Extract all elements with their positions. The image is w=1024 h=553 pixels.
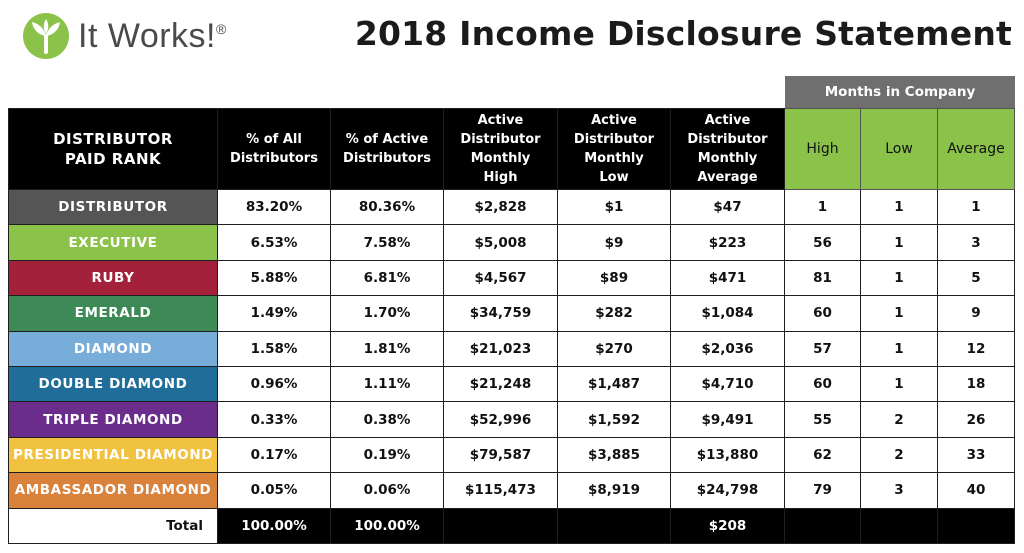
- months-low-cell: 2: [861, 437, 938, 472]
- months-low-cell: 1: [861, 331, 938, 366]
- total-empty: [558, 508, 671, 543]
- monthly-average-cell: $2,036: [671, 331, 785, 366]
- total-empty: [861, 508, 938, 543]
- months-high-cell: 55: [785, 402, 861, 437]
- pct-all-cell: 0.17%: [218, 437, 331, 472]
- monthly-high-cell: $79,587: [444, 437, 558, 472]
- monthly-low-cell: $1,592: [558, 402, 671, 437]
- months-low-cell: 1: [861, 296, 938, 331]
- table-row: [9, 331, 1015, 366]
- months-high-cell: 62: [785, 437, 861, 472]
- col-header-monthly-low: Active Distributor Monthly Low: [558, 109, 671, 190]
- monthly-average-cell: $223: [671, 225, 785, 260]
- table-row: [9, 437, 1015, 472]
- rank-cell: DISTRIBUTOR: [9, 190, 218, 225]
- col-header-monthly-high: Active Distributor Monthly High: [444, 109, 558, 190]
- total-pct-active: 100.00%: [331, 508, 444, 543]
- monthly-average-cell: $13,880: [671, 437, 785, 472]
- monthly-average-cell: $471: [671, 260, 785, 295]
- total-empty: [938, 508, 1015, 543]
- total-monthly-average: $208: [671, 508, 785, 543]
- col-header-months-high: High: [785, 109, 861, 190]
- pct-active-cell: 0.19%: [331, 437, 444, 472]
- rank-cell: EXECUTIVE: [9, 225, 218, 260]
- col-header-months-low: Low: [861, 109, 938, 190]
- monthly-high-cell: $2,828: [444, 190, 558, 225]
- months-low-cell: 1: [861, 366, 938, 401]
- pct-all-cell: 1.49%: [218, 296, 331, 331]
- monthly-average-cell: $4,710: [671, 366, 785, 401]
- monthly-high-cell: $21,023: [444, 331, 558, 366]
- rank-cell: PRESIDENTIAL DIAMOND: [9, 437, 218, 472]
- total-empty: [444, 508, 558, 543]
- monthly-low-cell: $89: [558, 260, 671, 295]
- header-row: [9, 109, 1015, 190]
- total-label: Total: [9, 508, 218, 543]
- total-row: [9, 508, 1015, 543]
- pct-active-cell: 0.06%: [331, 473, 444, 508]
- months-average-cell: 3: [938, 225, 1015, 260]
- monthly-average-cell: $9,491: [671, 402, 785, 437]
- monthly-low-cell: $270: [558, 331, 671, 366]
- rank-cell: AMBASSADOR DIAMOND: [9, 473, 218, 508]
- months-average-cell: 9: [938, 296, 1015, 331]
- monthly-high-cell: $21,248: [444, 366, 558, 401]
- brand-logo: [22, 12, 227, 60]
- monthly-low-cell: $282: [558, 296, 671, 331]
- brand-name: It Works!®: [78, 16, 227, 55]
- table-row: [9, 190, 1015, 225]
- page-title: 2018 Income Disclosure Statement: [354, 14, 1012, 53]
- months-high-cell: 57: [785, 331, 861, 366]
- col-header-rank: DISTRIBUTOR PAID RANK: [9, 109, 218, 190]
- monthly-average-cell: $47: [671, 190, 785, 225]
- monthly-high-cell: $5,008: [444, 225, 558, 260]
- months-average-cell: 12: [938, 331, 1015, 366]
- rank-cell: RUBY: [9, 260, 218, 295]
- months-high-cell: 60: [785, 296, 861, 331]
- pct-active-cell: 80.36%: [331, 190, 444, 225]
- income-table: [8, 108, 1015, 544]
- pct-all-cell: 0.33%: [218, 402, 331, 437]
- pct-active-cell: 1.11%: [331, 366, 444, 401]
- pct-active-cell: 1.81%: [331, 331, 444, 366]
- months-low-cell: 2: [861, 402, 938, 437]
- months-average-cell: 26: [938, 402, 1015, 437]
- pct-active-cell: 7.58%: [331, 225, 444, 260]
- table-row: [9, 473, 1015, 508]
- monthly-low-cell: $1,487: [558, 366, 671, 401]
- col-header-pct-active: % of Active Distributors: [331, 109, 444, 190]
- pct-all-cell: 0.96%: [218, 366, 331, 401]
- months-high-cell: 79: [785, 473, 861, 508]
- pct-active-cell: 0.38%: [331, 402, 444, 437]
- rank-cell: EMERALD: [9, 296, 218, 331]
- months-average-cell: 33: [938, 437, 1015, 472]
- table-row: [9, 260, 1015, 295]
- monthly-average-cell: $24,798: [671, 473, 785, 508]
- pct-active-cell: 6.81%: [331, 260, 444, 295]
- monthly-average-cell: $1,084: [671, 296, 785, 331]
- col-header-pct-all: % of All Distributors: [218, 109, 331, 190]
- months-average-cell: 1: [938, 190, 1015, 225]
- rank-cell: DOUBLE DIAMOND: [9, 366, 218, 401]
- monthly-high-cell: $52,996: [444, 402, 558, 437]
- months-average-cell: 5: [938, 260, 1015, 295]
- months-average-cell: 40: [938, 473, 1015, 508]
- pct-all-cell: 1.58%: [218, 331, 331, 366]
- monthly-high-cell: $34,759: [444, 296, 558, 331]
- monthly-low-cell: $3,885: [558, 437, 671, 472]
- months-low-cell: 1: [861, 260, 938, 295]
- months-high-cell: 60: [785, 366, 861, 401]
- leaf-logo-icon: [22, 12, 70, 60]
- total-pct-all: 100.00%: [218, 508, 331, 543]
- pct-all-cell: 5.88%: [218, 260, 331, 295]
- table-row: [9, 296, 1015, 331]
- rank-cell: TRIPLE DIAMOND: [9, 402, 218, 437]
- pct-all-cell: 83.20%: [218, 190, 331, 225]
- total-empty: [785, 508, 861, 543]
- pct-active-cell: 1.70%: [331, 296, 444, 331]
- pct-all-cell: 0.05%: [218, 473, 331, 508]
- monthly-high-cell: $115,473: [444, 473, 558, 508]
- monthly-low-cell: $8,919: [558, 473, 671, 508]
- months-in-company-header: Months in Company: [785, 76, 1015, 108]
- monthly-low-cell: $1: [558, 190, 671, 225]
- col-header-months-average: Average: [938, 109, 1015, 190]
- monthly-high-cell: $4,567: [444, 260, 558, 295]
- pct-all-cell: 6.53%: [218, 225, 331, 260]
- table-row: [9, 225, 1015, 260]
- col-header-monthly-average: Active Distributor Monthly Average: [671, 109, 785, 190]
- months-high-cell: 56: [785, 225, 861, 260]
- months-high-cell: 81: [785, 260, 861, 295]
- monthly-low-cell: $9: [558, 225, 671, 260]
- table-row: [9, 366, 1015, 401]
- months-low-cell: 1: [861, 190, 938, 225]
- months-high-cell: 1: [785, 190, 861, 225]
- months-average-cell: 18: [938, 366, 1015, 401]
- months-low-cell: 3: [861, 473, 938, 508]
- table-row: [9, 402, 1015, 437]
- months-low-cell: 1: [861, 225, 938, 260]
- rank-cell: DIAMOND: [9, 331, 218, 366]
